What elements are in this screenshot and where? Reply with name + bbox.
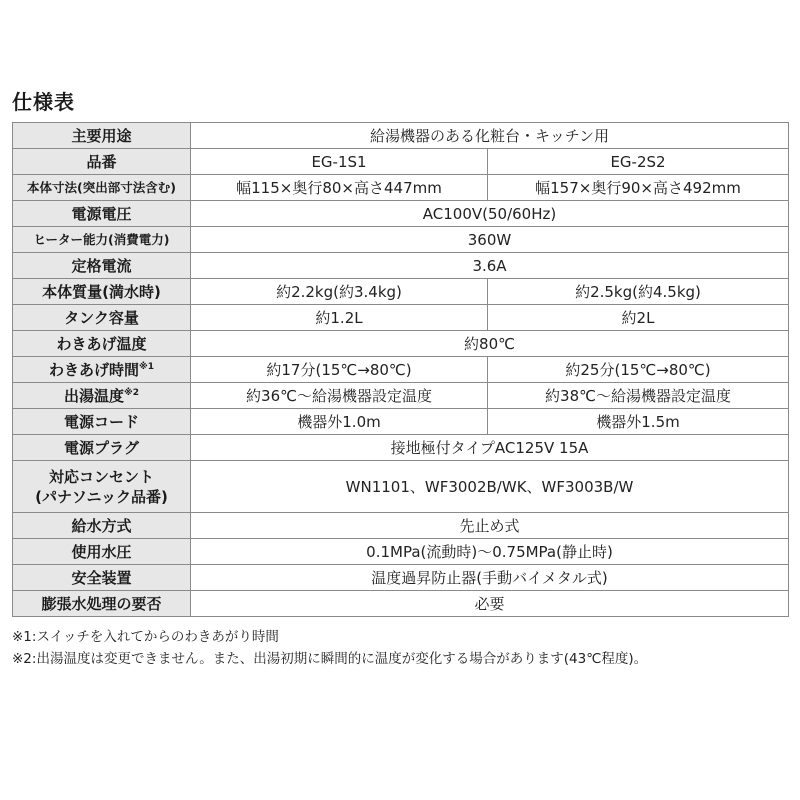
- value-tank-a: 約1.2L: [191, 305, 488, 331]
- table-row: [13, 253, 789, 279]
- value-model-b: EG-2S2: [488, 149, 789, 175]
- footnote-1: ※1:スイッチを入れてからのわきあがり時間: [12, 629, 279, 645]
- row-label-water-supply: 給水方式: [13, 513, 191, 539]
- row-label-pressure: 使用水圧: [13, 539, 191, 565]
- row-label-boil-time: [13, 357, 191, 383]
- row-label-boil-temp: わきあげ温度: [13, 331, 191, 357]
- row-label-safety: 安全装置: [13, 565, 191, 591]
- value-boil-time-b: 約25分(15℃→80℃): [488, 357, 789, 383]
- row-label-cord: 電源コード: [13, 409, 191, 435]
- table-row: [13, 123, 789, 149]
- value-current: 3.6A: [191, 253, 789, 279]
- row-label-voltage: 電源電圧: [13, 201, 191, 227]
- row-label-plug: 電源プラグ: [13, 435, 191, 461]
- footnote-marker: ※2: [124, 387, 140, 398]
- value-plug: 接地極付タイプAC125V 15A: [191, 435, 789, 461]
- row-label-expansion: 膨張水処理の要否: [13, 591, 191, 617]
- footnote-marker: ※1: [139, 361, 155, 372]
- table-row: [13, 513, 789, 539]
- value-expansion: 必要: [191, 591, 789, 617]
- value-outlet-temp-a: 約36℃～給湯機器設定温度: [191, 383, 488, 409]
- label-text: わきあげ時間: [48, 360, 139, 379]
- table-row: [13, 357, 789, 383]
- value-safety: 温度過昇防止器(手動バイメタル式): [191, 565, 789, 591]
- value-cord-a: 機器外1.0m: [191, 409, 488, 435]
- row-label-usage: 主要用途: [13, 123, 191, 149]
- value-water-supply: 先止め式: [191, 513, 789, 539]
- value-outlet: WN1101、WF3002B/WK、WF3003B/W: [191, 461, 789, 513]
- row-label-model: 品番: [13, 149, 191, 175]
- value-cord-b: 機器外1.5m: [488, 409, 789, 435]
- table-row: [13, 331, 789, 357]
- row-label-heater: ヒーター能力(消費電力): [13, 227, 191, 253]
- table-row: [13, 435, 789, 461]
- row-label-tank: タンク容量: [13, 305, 191, 331]
- table-row: [13, 383, 789, 409]
- value-tank-b: 約2L: [488, 305, 789, 331]
- table-row: [13, 149, 789, 175]
- table-row: [13, 279, 789, 305]
- page-title: 仕様表: [12, 90, 75, 114]
- row-label-dimensions: 本体寸法(突出部寸法含む): [13, 175, 191, 201]
- footnotes: [12, 626, 792, 670]
- value-boil-temp: 約80℃: [191, 331, 789, 357]
- table-row: [13, 409, 789, 435]
- table-row: [13, 565, 789, 591]
- value-model-a: EG-1S1: [191, 149, 488, 175]
- table-row: [13, 175, 789, 201]
- label-line-2: (パナソニック品番): [35, 487, 168, 506]
- value-usage: 給湯機器のある化粧台・キッチン用: [191, 123, 789, 149]
- row-label-outlet-temp: [13, 383, 191, 409]
- value-dimensions-b: 幅157×奥行90×高さ492mm: [488, 175, 789, 201]
- table-row: [13, 227, 789, 253]
- value-boil-time-a: 約17分(15℃→80℃): [191, 357, 488, 383]
- value-pressure: 0.1MPa(流動時)～0.75MPa(静止時): [191, 539, 789, 565]
- table-row: [13, 201, 789, 227]
- spec-table: [12, 122, 789, 617]
- label-line-1: 対応コンセント: [48, 467, 154, 486]
- table-row: [13, 461, 789, 513]
- value-outlet-temp-b: 約38℃～給湯機器設定温度: [488, 383, 789, 409]
- table-row: [13, 305, 789, 331]
- label-text: 出湯温度: [63, 386, 124, 405]
- value-heater: 360W: [191, 227, 789, 253]
- value-mass-b: 約2.5kg(約4.5kg): [488, 279, 789, 305]
- row-label-mass: 本体質量(満水時): [13, 279, 191, 305]
- value-dimensions-a: 幅115×奥行80×高さ447mm: [191, 175, 488, 201]
- table-row: [13, 539, 789, 565]
- footnote-2: ※2:出湯温度は変更できません。また、出湯初期に瞬間的に温度が変化する場合があります(43℃程度)。: [12, 651, 648, 667]
- value-mass-a: 約2.2kg(約3.4kg): [191, 279, 488, 305]
- row-label-outlet: [13, 461, 191, 513]
- table-row: [13, 591, 789, 617]
- row-label-current: 定格電流: [13, 253, 191, 279]
- value-voltage: AC100V(50/60Hz): [191, 201, 789, 227]
